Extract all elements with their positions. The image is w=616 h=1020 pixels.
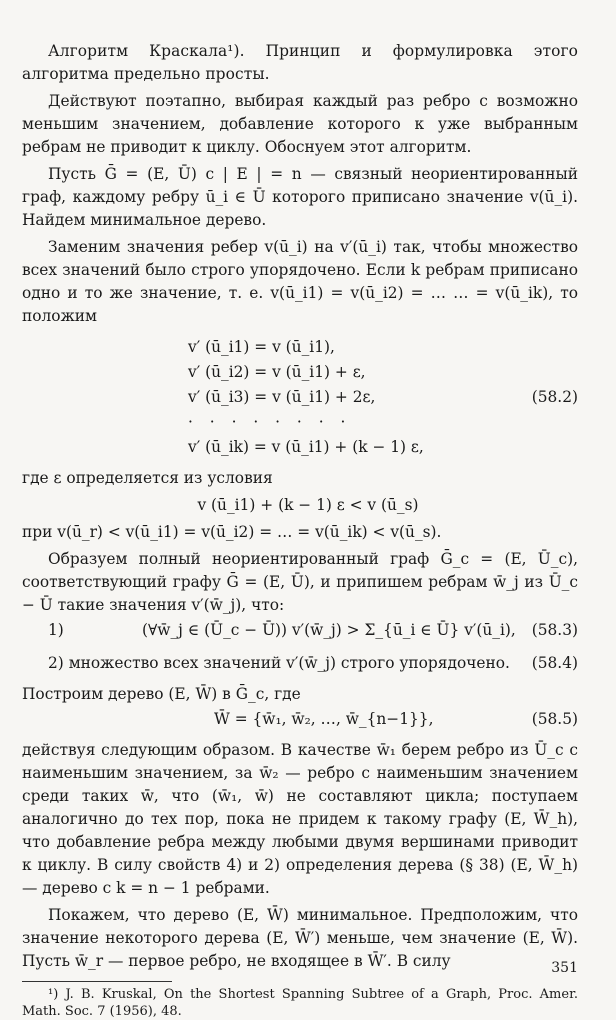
footnote: ¹) J. B. Kruskal, On the Shortest Spanning Subtree of a Graph, Proc. Amer. Math. Soc. 7 (1956), 48. bbox=[22, 987, 578, 1019]
paragraph-condition-range: при v(ū_r) < v(ū_i1) = v(ū_i2) = … = v(ū_ik) < v(ū_s). bbox=[22, 523, 442, 541]
formula-58-3 bbox=[22, 619, 578, 646]
formula-body: 2) множество всех значений v′(w̄_j) строго упорядочено. bbox=[48, 654, 510, 672]
equation-number: (58.5) bbox=[531, 710, 578, 728]
paragraph-replace-values: Заменим значения ребер v(ū_i) на v′(ū_i) так, чтобы множество всех значений было строго упорядочено. Если k ребрам приписано одно и то же значение, т. е. v(ū_i1) = v(ū_i2) = … … = v(ū_ik), то положим bbox=[22, 238, 578, 325]
formula-line: v′ (ū_i3) = v (ū_i1) + 2ε, bbox=[188, 388, 376, 406]
equation-number: (58.3) bbox=[531, 621, 578, 639]
paragraph-build-tree: Построим дерево (E, W̄) в Ḡ_c, где bbox=[22, 685, 301, 703]
paragraph-complete-graph: Образуем полный неориентированный граф Ḡ_c = (E, Ū_c), соответствующий графу Ḡ = (E, Ū), и припишем ребрам w̄_j из Ū_c − Ū такие значения v′(w̄_j), что: bbox=[22, 550, 578, 614]
formula-body: W̄ = {w̄₁, w̄₂, …, w̄_{n−1}}, bbox=[214, 710, 434, 728]
formula-dots: · · · · · · · · bbox=[188, 413, 352, 431]
equation-number: (58.2) bbox=[531, 388, 578, 406]
formula-condition: v (ū_i1) + (k − 1) ε < v (ū_s) bbox=[197, 496, 419, 514]
paragraph-stepwise: Действуют поэтапно, выбирая каждый раз ребро с возможно меньшим значением, добавление которого к уже выбранным ребрам не приводит к циклу. Обоснуем этот алгоритм. bbox=[22, 92, 578, 156]
paragraph-minimality: Покажем, что дерево (E, W̄) минимальное. Предположим, что значение некоторого дерева (E, W̄′) меньше, чем значение (E, W̄). Пусть w̄_r — первое ребро, не входящее в W̄′. В силу bbox=[22, 906, 578, 970]
footnote-divider bbox=[22, 981, 172, 982]
formula-58-2 bbox=[22, 336, 578, 461]
page-number: 351 bbox=[551, 960, 578, 976]
equation-number: (58.4) bbox=[531, 654, 578, 672]
paragraph-epsilon: где ε определяется из условия bbox=[22, 469, 273, 487]
formula-line: v′ (ū_ik) = v (ū_i1) + (k − 1) ε, bbox=[188, 438, 424, 456]
paragraph-graph-def: Пусть Ḡ = (E, Ū) с | E | = n — связный неориентированный граф, каждому ребру ū_i ∈ Ū которого приписано значение v(ū_i). Найдем минимальное дерево. bbox=[22, 165, 578, 229]
formula-line: v′ (ū_i2) = v (ū_i1) + ε, bbox=[188, 363, 366, 381]
formula-line: v′ (ū_i1) = v (ū_i1), bbox=[188, 338, 335, 356]
paragraph-kruskal-intro: Алгоритм Краскала¹). Принцип и формулировка этого алгоритма предельно просты. bbox=[22, 42, 578, 83]
item-label: 1) bbox=[48, 621, 64, 639]
paragraph-procedure: действуя следующим образом. В качестве w̄₁ берем ребро из Ū_c с наименьшим значением, за w̄₂ — ребро с наименьшим значением среди таких w̄, что (w̄₁, w̄) не составляют цикла; поступаем аналогично до тех пор, пока не придем к такому графу (E, W̄_h), что добавление ребра между любыми двумя вершинами приводит к циклу. В силу свойств 4) и 2) определения дерева (§ 38) (E, W̄_h) — дерево с k = n − 1 ребрами. bbox=[22, 741, 578, 897]
formula-58-5 bbox=[22, 708, 578, 733]
formula-body: (∀w̄_j ∈ (Ū_c − Ū)) v′(w̄_j) > Σ_{ū_i ∈ Ū} v′(ū_i), bbox=[142, 621, 516, 639]
formula-58-4 bbox=[22, 652, 578, 677]
